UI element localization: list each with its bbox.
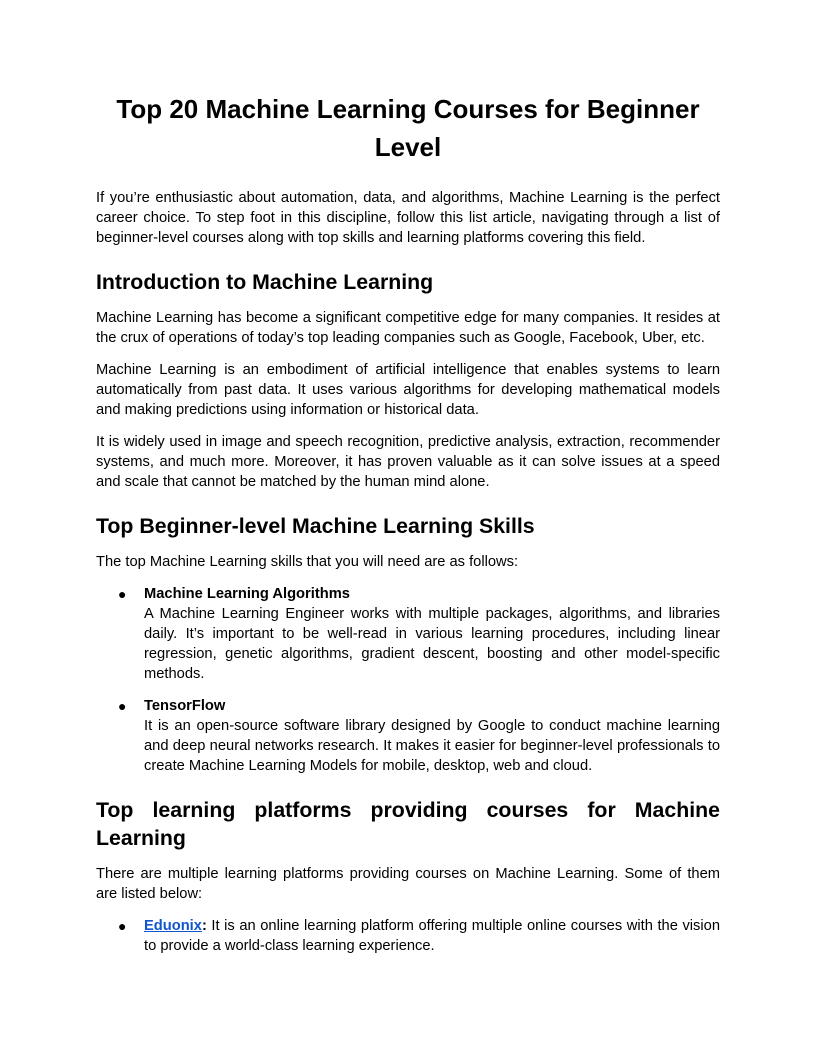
skill-description: It is an open-source software library designed by Google to conduct machine learning and deep neural networks research. It makes it easier for beginner-level professionals to create Machine Learning Models for mobile, desktop, web and cloud. <box>144 718 720 774</box>
skill-title: TensorFlow <box>144 698 226 714</box>
platform-colon: : <box>201 918 207 934</box>
bullet-icon: ● <box>118 918 127 934</box>
platform-description: It is an online learning platform offering multiple online courses with the vision to provide a world-class learning experience. <box>144 918 720 954</box>
platform-entry <box>144 916 720 956</box>
skill-title: Machine Learning Algorithms <box>144 586 350 602</box>
intro-ml-paragraph-2: Machine Learning is an embodiment of artificial intelligence that enables systems to learn automatically from past data. It uses various algorithms for developing mathematical models and making predictions using information or historical data. <box>96 362 720 418</box>
section-heading-platforms-line1: Top learning platforms providing courses for Machine <box>96 798 720 822</box>
bullet-icon: ● <box>118 586 127 602</box>
section-heading-introduction: Introduction to Machine Learning <box>96 270 434 294</box>
list-item <box>96 696 720 776</box>
bullet-icon: ● <box>118 698 127 714</box>
section-heading-skills: Top Beginner-level Machine Learning Skills <box>96 514 535 538</box>
section-heading-platforms <box>96 796 720 852</box>
skill-description: A Machine Learning Engineer works with multiple packages, algorithms, and libraries daily. It’s important to be well-read in various learning procedures, including linear regression, genetic algorithms, gradient descent, boosting and other model-specific methods. <box>144 606 720 682</box>
platforms-lead-paragraph: There are multiple learning platforms providing courses on Machine Learning. Some of them are listed below: <box>96 866 720 902</box>
platforms-list <box>96 916 720 956</box>
skills-lead-paragraph: The top Machine Learning skills that you will need are as follows: <box>96 554 519 570</box>
intro-paragraph: If you’re enthusiastic about automation, data, and algorithms, Machine Learning is the perfect career choice. To step foot in this discipline, follow this list article, navigating through a list of beginner-level courses along with top skills and learning platforms covering this field. <box>96 190 720 246</box>
section-heading-platforms-line2: Learning <box>96 826 186 850</box>
list-item <box>96 916 720 956</box>
document-title: Top 20 Machine Learning Courses for Beginner Level <box>116 94 700 162</box>
eduonix-link[interactable]: Eduonix <box>144 918 202 934</box>
skills-list <box>96 584 720 776</box>
intro-ml-paragraph-3: It is widely used in image and speech recognition, predictive analysis, extraction, recommender systems, and much more. Moreover, it has proven valuable as it can solve issues at a speed and scale that cannot be matched by the human mind alone. <box>96 434 720 490</box>
intro-ml-paragraph-1: Machine Learning has become a significant competitive edge for many companies. It resides at the crux of operations of today’s top leading companies such as Google, Facebook, Uber, etc. <box>96 310 720 346</box>
document-page <box>96 90 720 968</box>
list-item <box>96 584 720 684</box>
